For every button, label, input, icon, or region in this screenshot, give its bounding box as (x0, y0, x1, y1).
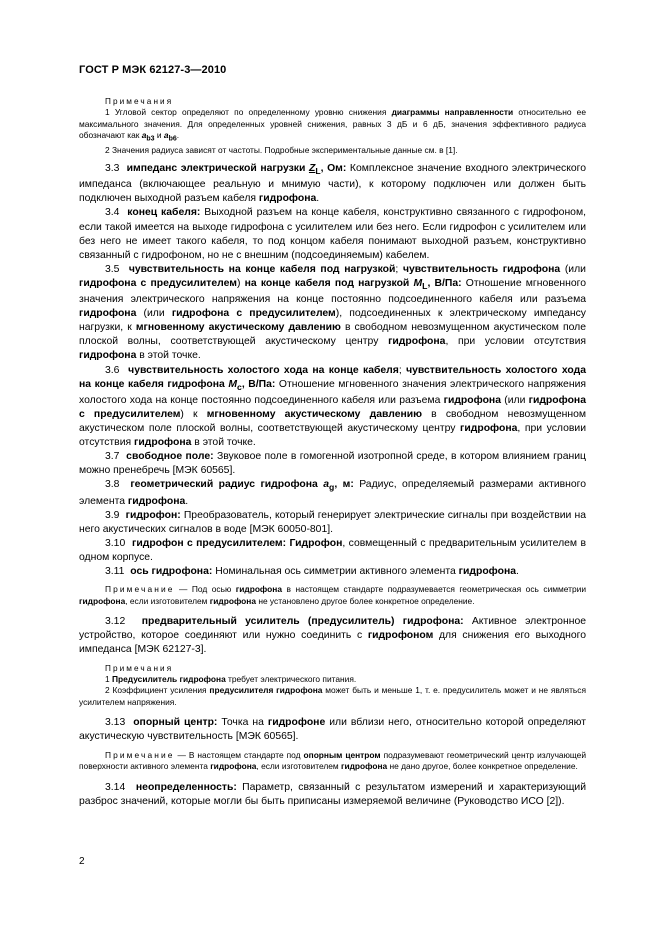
notes-title: Примечания (105, 97, 174, 106)
page-header: ГОСТ Р МЭК 62127-3—2010 (79, 64, 227, 76)
notes-title-3-12: Примечания (105, 663, 174, 673)
term-3-4: 3.4 конец кабеля: Выходной разъем на конце кабеля, конструктивно связанного с гидрофоном, если такой имеется на выходе гидрофона с усилителем или без него. Если гидрофон с усилителем или без него не имеет такого кабеля, то под концом кабеля понимают выходной разъем, конструктивно связанный с гидрофоном, но не с внешним (подсоединяемым) кабелем. (79, 207, 586, 261)
term-3-12: 3.12 предварительный усилитель (предусилитель) гидрофона: Активное электронное устройство, которое соединяют или нужно соединить с гидрофоном для снижения его выходного импеданса [МЭК 62127-3]. (79, 616, 587, 656)
term-3-8: 3.8 геометрический радиус гидрофона $a_g$, м: Радиус, определяемый размерами активного элемента гидрофона. (79, 479, 587, 507)
term-3-5: 3.5 чувствительность на конце кабеля под нагрузкой; чувствительность гидрофона (или гидрофона с предусилителем) на конце кабеля под нагрузкой $M_L$, В/Па: Отношение мгновенного значения электрического напряжения на конце постоянно подсоединенного кабеля или разъема гидрофона (или гидрофона с предусилителем), подсоединенных к электрическому импедансу нагрузки, к мгновенному акустическому давлению в свободном невозмущенном акустическом поле плоской волны, соответствующей акустическому центру гидрофона, при условии отсутствия гидрофона в этой точке. (79, 263, 587, 362)
term-3-6: 3.6 чувствительность холостого хода на конце кабеля; чувствительность холостого хода на конце кабеля гидрофона $M_c$, В/Па: Отношение мгновенного значения электрического напряжения холостого хода на конце постоянно подсоединенного кабеля или разъема гидрофона (или гидрофона с предусилителем) к мгновенному акустическому давлению в свободном невозмущенном акустическом поле плоской волны, соответствующей акустическому центру гидрофона, при условии отсутствия гидрофона в этой точке. (79, 364, 587, 449)
note-3-12-1: 1 Предусилитель гидрофона требует электрического питания. (105, 673, 357, 684)
note-3-11: Примечание — Под осью гидрофона в настоящем стандарте подразумевается геометрическая ось симметрии гидрофона, если изготовителем гидрофона не установлено другое более конкретное определение. (79, 584, 586, 606)
term-3-7: 3.7 свободное поле: Звуковое поле в гомогенной изотропной среде, в котором влиянием границ можно пренебречь [МЭК 60565]. (79, 451, 586, 477)
page-content (79, 96, 586, 809)
note-2: 2 Значения радиуса зависят от частоты. Подробные экспериментальные данные см. в [1]. (105, 145, 458, 156)
note-3-12-2: 2 Коэффициент усиления предусилителя гидрофона может быть и меньше 1, т. е. предусилитель может и не являться усилителем напряжения. (79, 685, 586, 707)
term-3-14: 3.14 неопределенность: Параметр, связанный с результатом измерений и характеризующий разброс значений, которые могли бы быть приписаны измеряемой величине (Руководство ИСО [2]). (79, 781, 586, 807)
page-number: 2 (79, 856, 85, 867)
term-3-9: 3.9 гидрофон: Преобразователь, который генерирует электрические сигналы при воздействии на него акустических сигналов в воде [МЭК 60050-801]. (79, 509, 586, 535)
term-3-11: 3.11 ось гидрофона: Номинальная ось симметрии активного элемента гидрофона. (105, 565, 519, 577)
term-3-13: 3.13 опорный центр: Точка на гидрофоне или вблизи него, относительно которой определяют акустическую чувствительность [МЭК 60565]. (79, 717, 586, 743)
note-1: 1 Угловой сектор определяют по определенному уровню снижения диаграммы направленности относительно ее максимального значения. Для определенных уровней снижения, равных 3 дБ и 6 дБ, значения эффективного радиуса обозначают как $a_{b3}$ и $a_{b6}$. (79, 107, 586, 143)
note-3-13: Примечание — В настоящем стандарте под опорным центром подразумевают геометрический центр излучающей поверхности активного элемента гидрофона, если изготовителем гидрофона не дано другое, более конкретное определение. (79, 749, 587, 772)
term-3-3: 3.3 импеданс электрической нагрузки $Z_L$, Ом: Комплексное значение входного электрического импеданса (включающее реальную и мнимую части), к которому подключен или должен быть подключен выходной разъем кабеля гидрофона. (79, 163, 586, 205)
term-3-10: 3.10 гидрофон с предусилителем: Гидрофон, совмещенный с предварительным усилителем в одном корпусе. (79, 537, 586, 563)
